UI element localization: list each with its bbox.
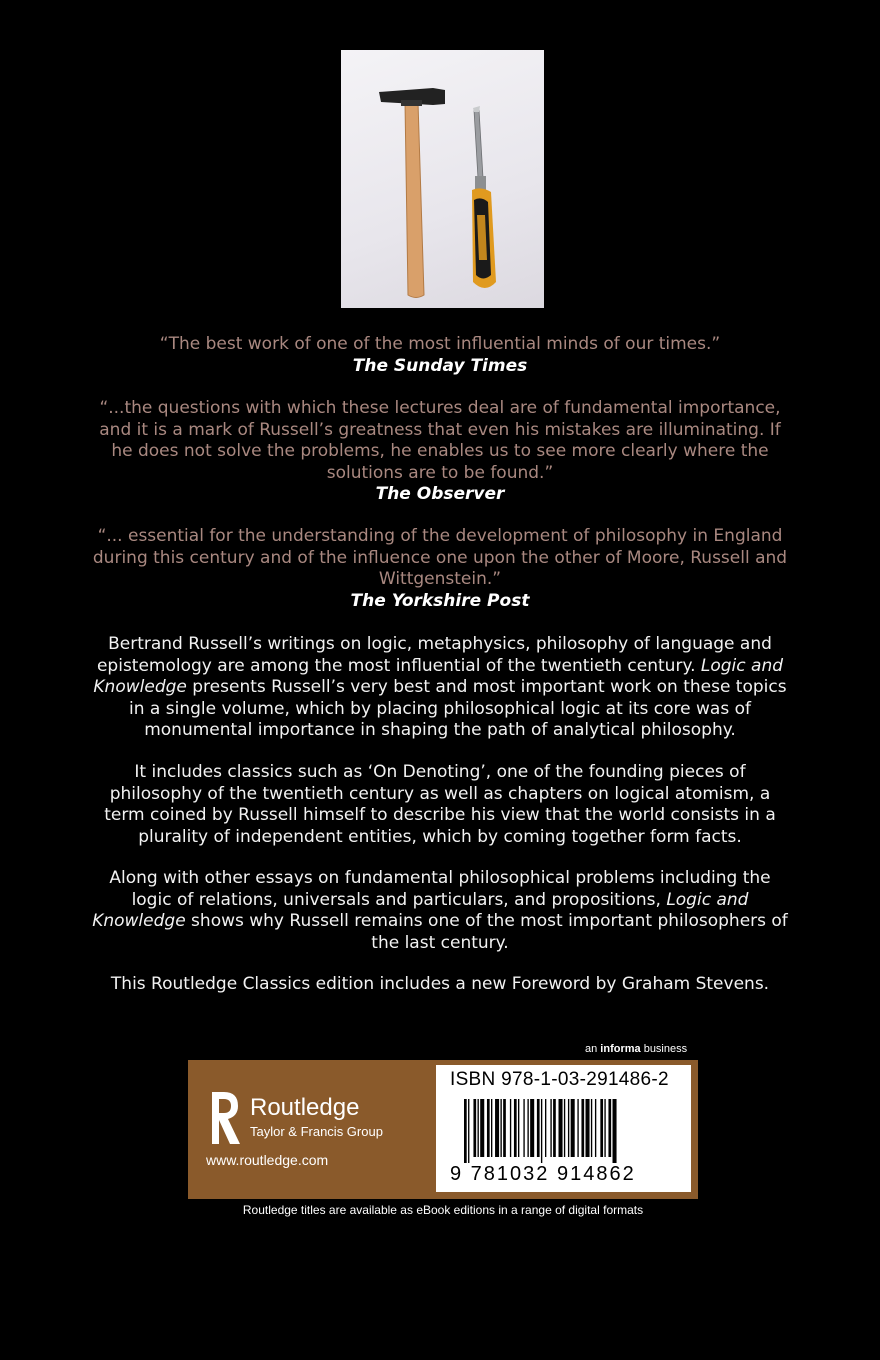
barcode-bar	[586, 1099, 590, 1157]
quote-source: The Yorkshire Post	[350, 590, 530, 611]
description-paragraph-1: Bertrand Russell’s writings on logic, metaphysics, philosophy of language and epistemology are among the most influential of the twentieth century. Logic and Knowledge presents Russell’s very best and most important work on these topics in a single volume, which by placing philosophical logic at its core was of monumental importance in shaping the path of analytical philosophy.	[93, 634, 787, 740]
isbn-barcode	[436, 1065, 691, 1192]
review-quote-2	[90, 398, 790, 506]
publisher-group: Taylor & Francis Group	[250, 1124, 383, 1139]
barcode-bar	[478, 1099, 479, 1157]
quote-text: “...the questions with which these lectures deal are of fundamental importance, and it is a mark of Russell’s greatness that even his mistakes are illuminating. If he does not solve the problems, he enables us to see more clearly where the solutions are to be found.”	[99, 398, 781, 483]
barcode-bar	[464, 1099, 467, 1163]
publisher-name: Routledge	[250, 1094, 360, 1121]
barcode-bar	[600, 1099, 603, 1157]
book-title: Logic and Knowledge	[92, 889, 749, 931]
quote-text: “... essential for the understanding of the development of philosophy in England during this century and of the influence one upon the other of Moore, Russell and Wittgenstein.”	[92, 526, 788, 589]
barcode-bar	[613, 1099, 617, 1163]
barcode-bar	[495, 1099, 499, 1157]
barcode-bar	[503, 1099, 506, 1157]
barcode-bar	[550, 1099, 551, 1157]
barcode-bar	[500, 1099, 501, 1157]
ebook-availability-note: Routledge titles are available as eBook editions in a range of digital formats	[242, 1203, 644, 1217]
barcode-bar	[514, 1099, 517, 1157]
publisher-url: www.routledge.com	[206, 1152, 329, 1168]
description-paragraph-4: This Routledge Classics edition includes a new Foreword by Graham Stevens.	[110, 974, 770, 994]
description-paragraph-3: Along with other essays on fundamental philosophical problems including the logic of relations, universals and particulars, and propositions, Logic and Knowledge shows why Russell remains one of the most important philosophers of the last century.	[92, 868, 788, 953]
barcode-bar	[537, 1099, 540, 1157]
barcode-bar	[487, 1099, 490, 1157]
isbn-label: ISBN 978-1-03-291486-2	[450, 1069, 669, 1090]
barcode-bar	[591, 1099, 592, 1157]
barcode-bar	[541, 1099, 542, 1163]
isbn-digits: 9 781032 914862	[450, 1163, 636, 1185]
barcode-bar	[581, 1099, 584, 1157]
routledge-logo-icon	[206, 1090, 242, 1150]
barcode-bar	[530, 1099, 534, 1157]
quote-source: The Sunday Times	[352, 355, 528, 376]
quote-text: “The best work of one of the most influential minds of our times.”	[159, 334, 721, 354]
barcode-bar	[564, 1099, 565, 1157]
chisel-blade	[474, 110, 483, 178]
hammer-handle	[405, 102, 424, 298]
hammer-chisel-illustration	[341, 50, 544, 308]
barcode-bar	[473, 1099, 476, 1157]
barcode-bar	[595, 1099, 596, 1157]
barcode-bar	[568, 1099, 569, 1157]
barcode-bar	[523, 1099, 524, 1157]
barcode-bar	[480, 1099, 484, 1157]
publisher-panel	[188, 1060, 698, 1199]
book-title: Logic and Knowledge	[93, 655, 784, 697]
barcode-bar	[545, 1099, 546, 1157]
informa-brand: informa	[600, 1043, 641, 1055]
quote-source: The Observer	[375, 484, 505, 504]
barcode-bar	[527, 1099, 528, 1157]
informa-business-tagline: an informa business	[585, 1043, 688, 1055]
barcode-bar	[559, 1099, 563, 1157]
barcode-bar	[608, 1099, 611, 1157]
barcode-bar	[553, 1099, 556, 1157]
barcode-bar	[518, 1099, 519, 1157]
barcode-bar	[491, 1099, 492, 1157]
barcode-bar	[510, 1099, 511, 1157]
review-quote-1	[90, 334, 790, 377]
barcode-bar	[604, 1099, 605, 1157]
cover-photo-hammer-chisel	[341, 50, 544, 308]
barcode-bar	[468, 1099, 469, 1163]
barcode-bar	[577, 1099, 578, 1157]
review-quote-3	[90, 526, 790, 612]
barcode-bar	[571, 1099, 575, 1157]
description-paragraph-2: It includes classics such as ‘On Denoting’, one of the founding pieces of philosophy of the twentieth century as well as chapters on logical atomism, a term coined by Russell himself to describe his view that the world consists in a plurality of independent entities, which by coming together form facts.	[104, 762, 776, 847]
